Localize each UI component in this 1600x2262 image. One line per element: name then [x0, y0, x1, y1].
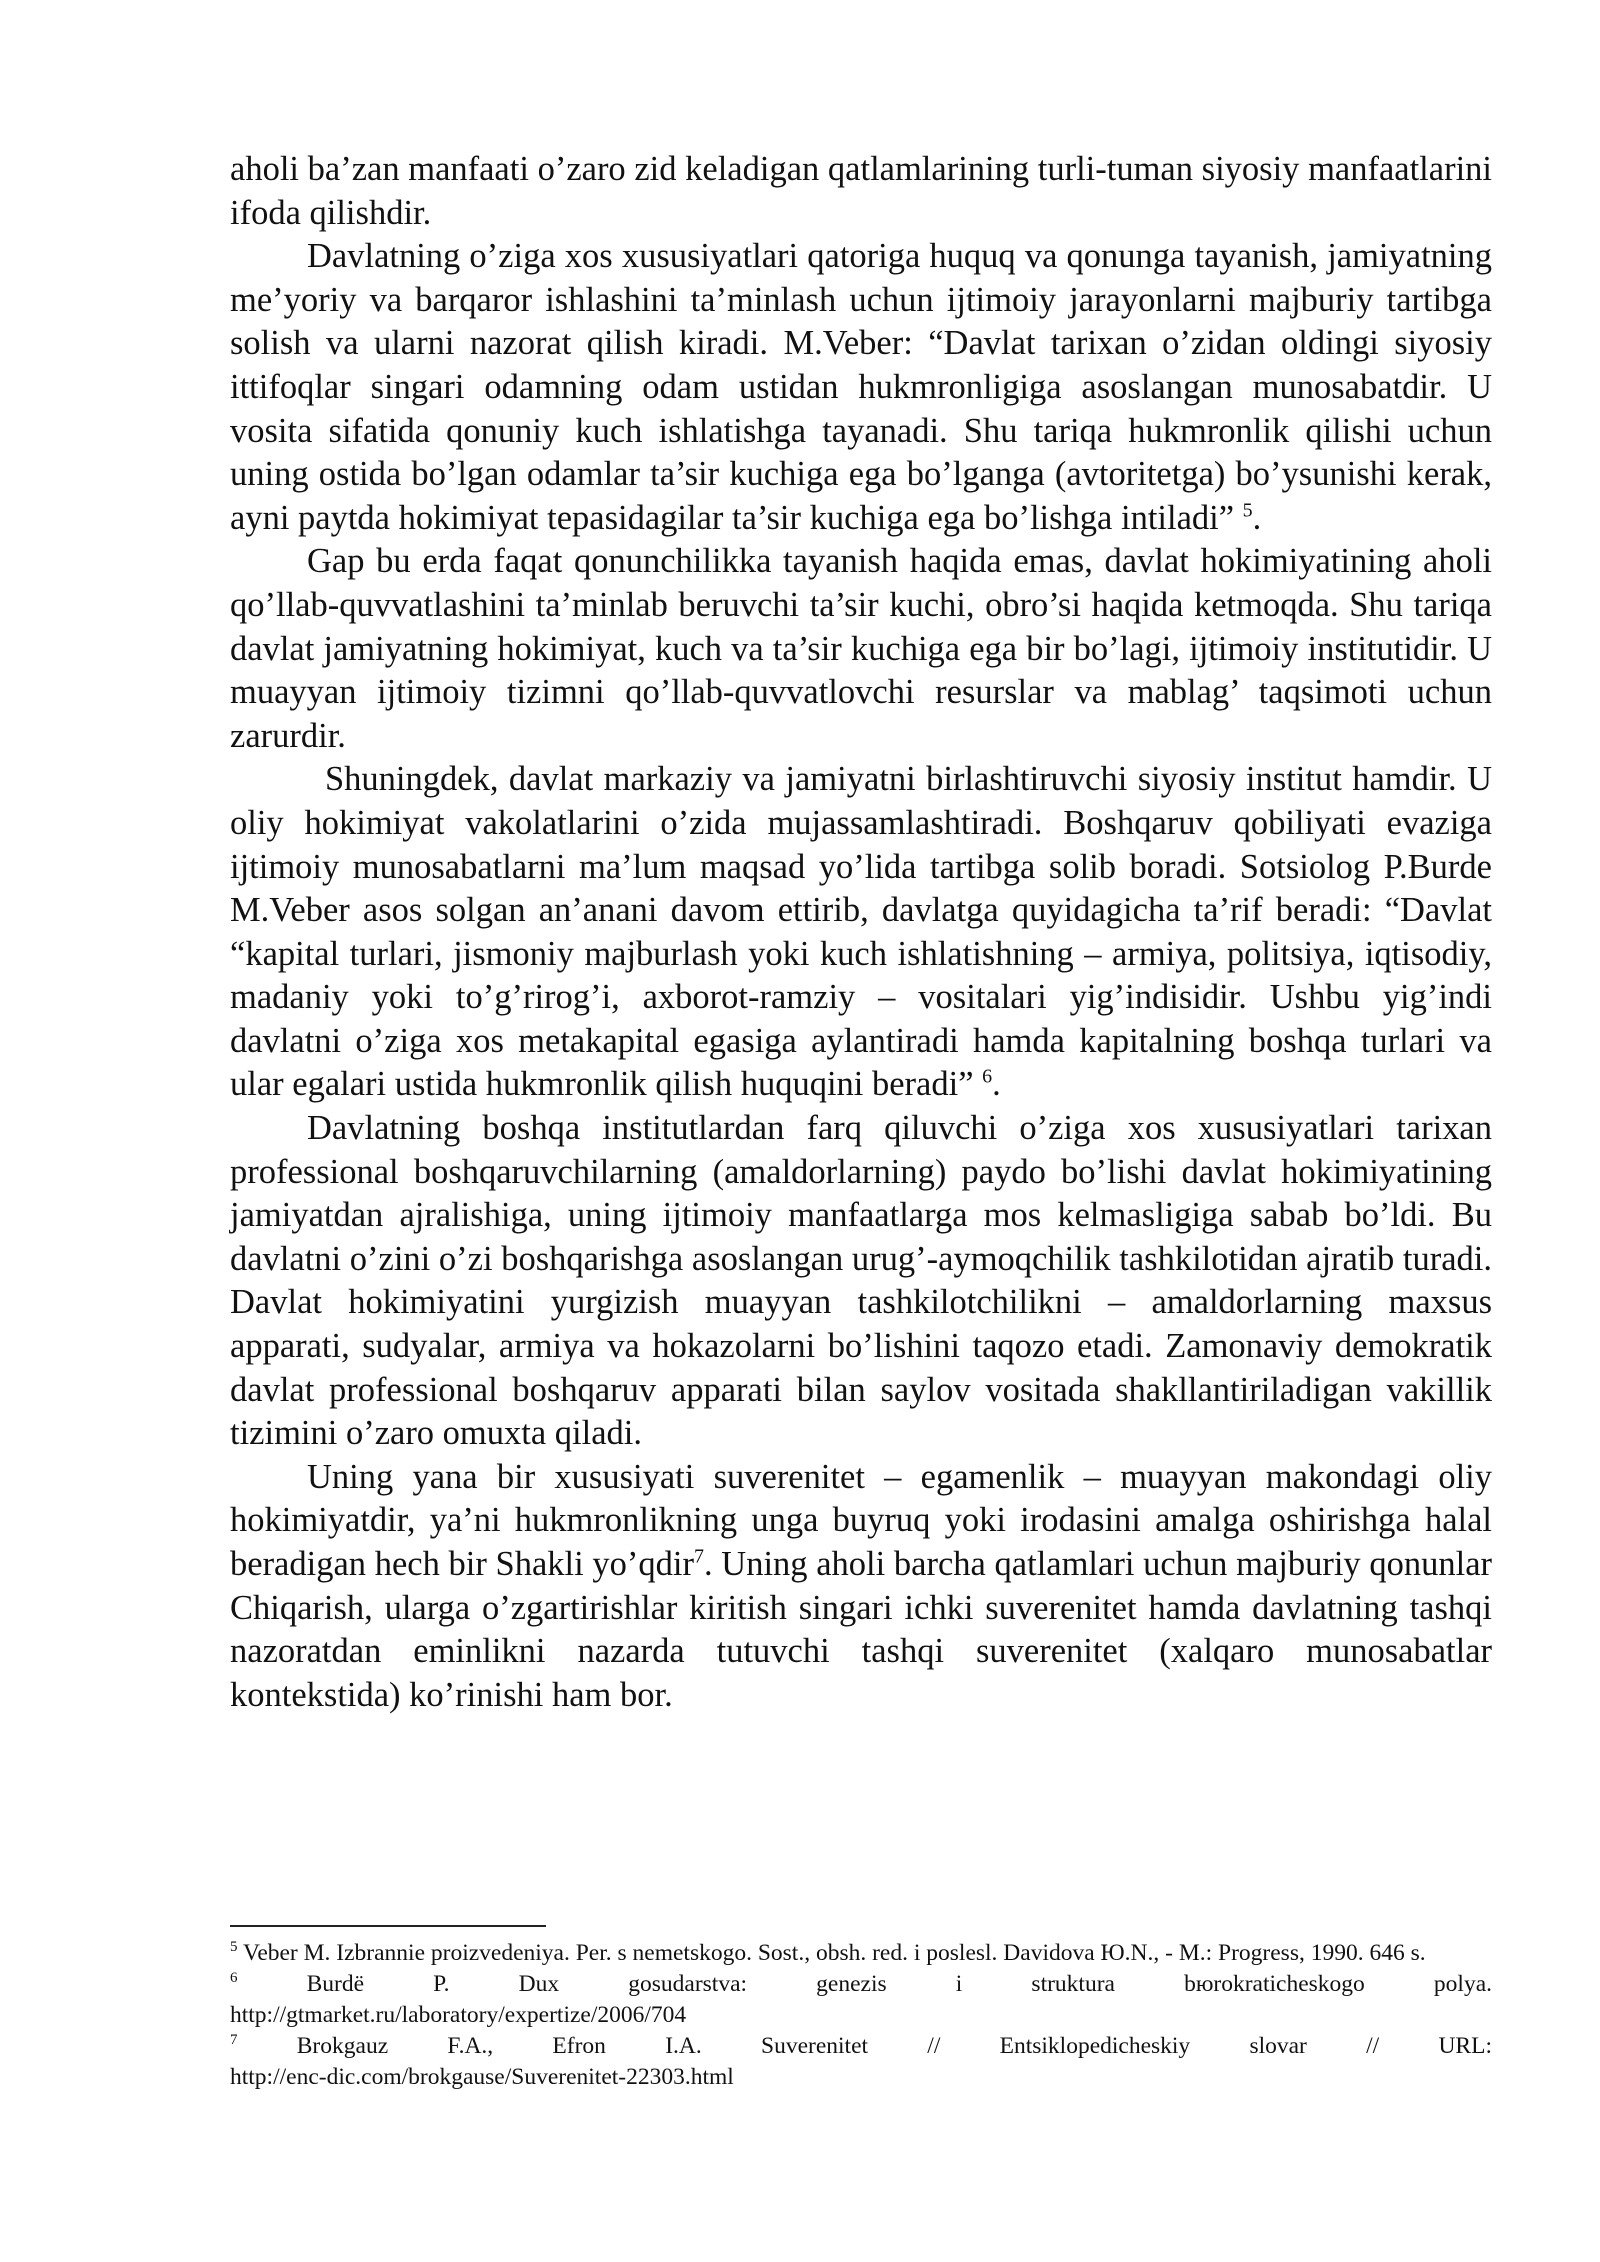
page-body: [230, 148, 1492, 1717]
footnote-number: 5: [230, 1939, 238, 1956]
footnote-5: [230, 1938, 1492, 1969]
footnote-6: [230, 1969, 1492, 2000]
paragraph-text-after: .: [1252, 498, 1262, 537]
footnote-text: Brokgauz F.A., Efron I.A. Suverenitet // Entsiklopedicheskiy slovar // URL:: [237, 2033, 1492, 2059]
paragraph-6: [230, 1456, 1492, 1718]
paragraph-4: [230, 758, 1492, 1107]
paragraph-1: [230, 148, 1492, 235]
footnotes: [230, 1938, 1492, 2093]
footnote-number: 7: [230, 2032, 238, 2049]
paragraph-2: [230, 235, 1492, 540]
footnote-separator: [230, 1925, 546, 1927]
footnote-6-url: [230, 2000, 1492, 2031]
footnote-text: Veber M. Izbrannie proizvedeniya. Per. s nemetskogo. Sost., obsh. red. i poslesl. Davidova Ю.N., - M.: Progress, 1990. 646 s.: [237, 1940, 1426, 1966]
footnote-link[interactable]: http://gtmarket.ru/laboratory/expertize/2006/704: [230, 2002, 687, 2028]
paragraph-text-after: .: [992, 1065, 1001, 1104]
paragraph-text: Davlatning o’ziga xos xususiyatlari qatoriga huquq va qonunga tayanish, jamiyatning me’yoriy va barqaror ishlashini ta’minlash uchun ijtimoiy jarayonlarni majburiy tartibga solish va ularni nazorat qilish kiradi. M.Veber: “Davlat tarixan o’zidan oldingi siyosiy ittifoqlar singari odamning odam ustidan hukmronligiga asoslangan munosabatdir. U vosita sifatida qonuniy kuch ishlatishga tayanadi. Shu tariqa hukmronlik qilishi uchun uning ostida bo’lgan odamlar ta’sir kuchiga ega bo’lganga (avtoritetga) bo’ysunishi kerak, ayni paytda hokimiyat tepasidagilar ta’sir kuchiga ega bo’lishga intiladi”: [230, 237, 1492, 537]
paragraph-5: [230, 1107, 1492, 1456]
paragraph-3: [230, 540, 1492, 758]
footnote-link[interactable]: http://enc-dic.com/brokgause/Suverenitet-22303.html: [230, 2064, 734, 2090]
footnote-ref-5[interactable]: 5: [1242, 499, 1253, 522]
paragraph-text: Gap bu erda faqat qonunchilikka tayanish haqida emas, davlat hokimiyatining aholi qo’llab-quvvatlashini ta’minlab beruvchi ta’sir kuchi, obro’si haqida ketmoqda. Shu tariqa davlat jamiyatning hokimiyat, kuch va ta’sir kuchiga ega bir bo’lagi, ijtimoiy institutidir. U muayyan ijtimoiy tizimni qo’llab-quvvatlovchi resurslar va mablag’ taqsimoti uchun zarurdir.: [230, 542, 1492, 755]
paragraph-text: Davlatning boshqa institutlardan farq qiluvchi o’ziga xos xususiyatlari tarixan professional boshqaruvchilarning (amaldorlarning) paydo bo’lishi davlat hokimiyatining jamiyatdan ajralishiga, uning ijtimoiy manfaatlarga mos kelmasligiga sabab bo’ldi. Bu davlatni o’zini o’zi boshqarishga asoslangan urug’-aymoqchilik tashkilotidan ajratib turadi. Davlat hokimiyatini yurgizish muayyan tashkilotchilikni – amaldorlarning maxsus apparati, sudyalar, armiya va hokazolarni bo’lishini taqozo etadi. Zamonaviy demokratik davlat professional boshqaruv apparati bilan saylov vositada shakllantiriladigan vakillik tizimini o’zaro omuxta qiladi.: [230, 1109, 1492, 1453]
paragraph-text: Shuningdek, davlat markaziy va jamiyatni birlashtiruvchi siyosiy institut hamdir. U oliy hokimiyat vakolatlarini o’zida mujassamlashtiradi. Boshqaruv qobiliyati evaziga ijtimoiy munosabatlarni ma’lum maqsad yo’lida tartibga solib boradi. Sotsiolog P.Burde M.Veber asos solgan an’anani davom ettirib, davlatga quyidagicha ta’rif beradi: “Davlat “kapital turlari, jismoniy majburlash yoki kuch ishlatishning – armiya, politsiya, iqtisodiy, madaniy yoki to’g’rirog’i, axborot-ramziy – vositalari yig’indisidir. Ushbu yig’indi davlatni o’ziga xos metakapital egasiga aylantiradi hamda kapitalning boshqa turlari va ular egalari ustida hukmronlik qilish huquqini beradi”: [230, 760, 1492, 1104]
footnote-text: Burdё P. Dux gosudarstva: genezis i struktura bюrokraticheskogo polya.: [237, 1971, 1492, 1997]
footnote-ref-6[interactable]: 6: [982, 1065, 993, 1088]
paragraph-text: aholi ba’zan manfaati o’zaro zid keladigan qatlamlarining turli-tuman siyosiy manfaatlarini ifoda qilishdir.: [230, 150, 1492, 232]
footnote-number: 6: [230, 1970, 238, 1987]
footnote-ref-7[interactable]: 7: [693, 1545, 704, 1568]
paragraph-text: Uning yana bir xususiyati suverenitet – egamenlik – muayyan makondagi oliy hokimiyatdir, ya’ni hukmronlikning unga buyruq yoki irodasini amalga oshirishga halal beradigan hech bir Shakli yo’qdir: [230, 1457, 1492, 1583]
footnote-7: [230, 2031, 1492, 2062]
footnote-7-url: [230, 2062, 1492, 2093]
paragraph-text-after: . Uning aholi barcha qatlamlari uchun majburiy qonunlar Chiqarish, ularga o’zgartirishlar kiritish singari ichki suverenitet hamda davlatning tashqi nazoratdan eminlikni nazarda tutuvchi tashqi suverenitet (xalqaro munosabatlar kontekstida) ko’rinishi ham bor.: [230, 1545, 1492, 1714]
